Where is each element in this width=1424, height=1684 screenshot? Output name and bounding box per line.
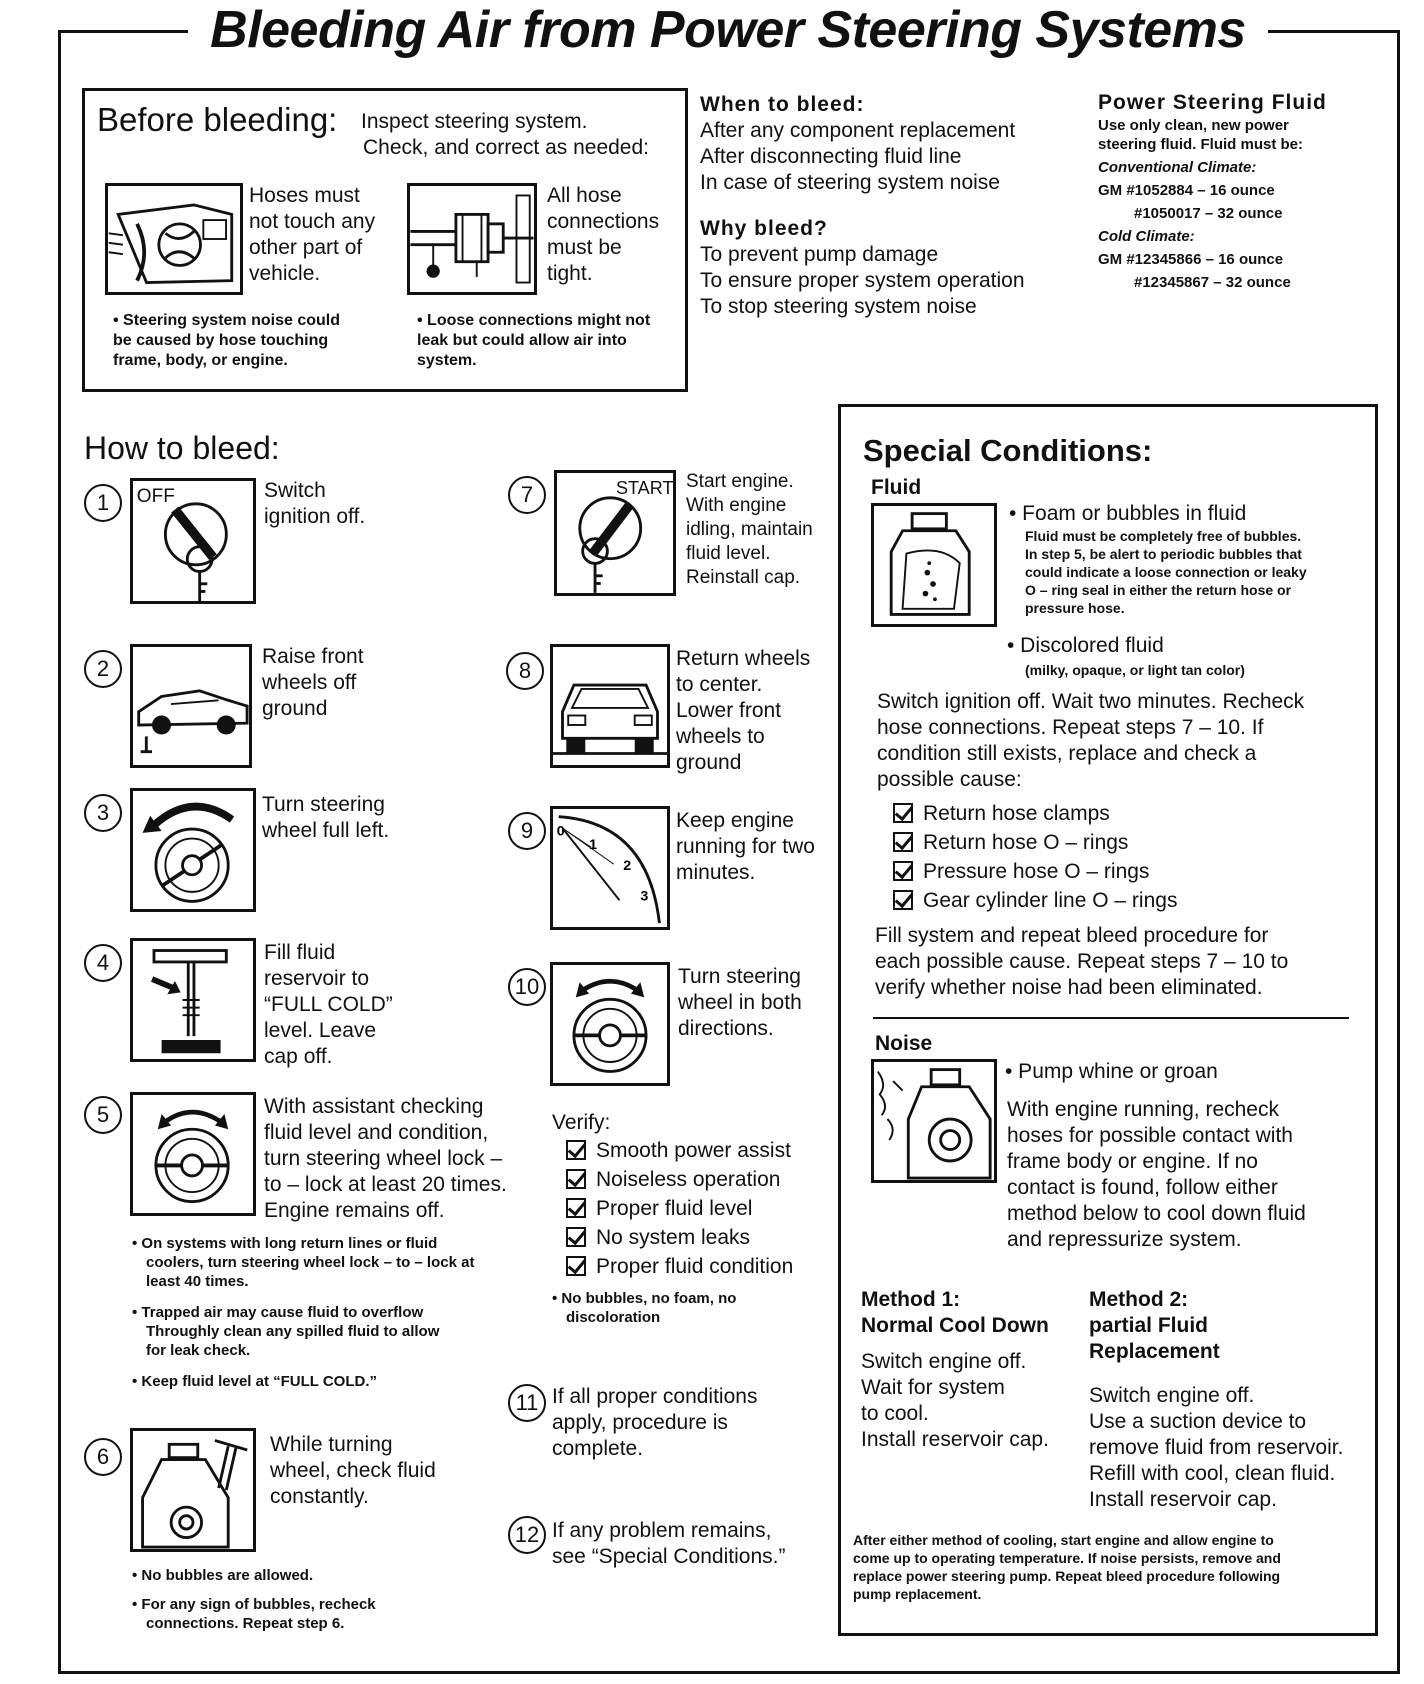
steering-wheel-lock-icon bbox=[130, 1092, 256, 1216]
step-5-line: Engine remains off. bbox=[264, 1199, 445, 1222]
checkbox-checked-icon bbox=[893, 861, 913, 881]
step-8-line: to center. bbox=[676, 673, 763, 696]
verify-note bbox=[552, 1289, 793, 1327]
cause-item-label: Gear cylinder line O – rings bbox=[923, 889, 1178, 912]
verify-item bbox=[552, 1165, 793, 1194]
step-3-line: wheel full left. bbox=[262, 819, 390, 842]
step-5-note-line: • Keep fluid level at “FULL COLD.” bbox=[132, 1373, 378, 1390]
raised-car-icon bbox=[130, 644, 252, 768]
step-8-line: wheels to bbox=[676, 725, 765, 748]
step-5-line: fluid level and condition, bbox=[264, 1121, 489, 1144]
connections-note-line: • Loose connections might not bbox=[417, 312, 651, 329]
step-4-line: “FULL COLD” bbox=[264, 993, 393, 1016]
verify-item-label: Smooth power assist bbox=[596, 1139, 791, 1162]
cold-part-1: GM #12345866 – 16 ounce bbox=[1098, 251, 1284, 268]
verify-item-label: No system leaks bbox=[596, 1226, 751, 1249]
why-heading: Why bleed? bbox=[700, 217, 828, 240]
step-9-number: 9 bbox=[508, 812, 546, 850]
connections-text-line: tight. bbox=[547, 262, 593, 285]
step-6-text bbox=[270, 1432, 436, 1510]
step-7-line: fluid level. bbox=[686, 543, 771, 564]
foam-note-line: could indicate a loose connection or leaky bbox=[1025, 564, 1307, 580]
hoses-text-line: vehicle. bbox=[249, 262, 321, 285]
pump-paragraph-line: hoses for possible contact with bbox=[1007, 1124, 1293, 1147]
verify-note-line: • No bubbles, no foam, no bbox=[552, 1290, 737, 1307]
method-2-title bbox=[1089, 1287, 1220, 1365]
pump-paragraph bbox=[1007, 1097, 1306, 1253]
cause-item-label: Return hose clamps bbox=[923, 802, 1110, 825]
step-2-number: 2 bbox=[84, 650, 122, 688]
step-7-line: idling, maintain bbox=[686, 519, 813, 540]
method-2-line: remove fluid from reservoir. bbox=[1089, 1436, 1344, 1459]
step-5-note-line: coolers, turn steering wheel lock – to – lock at bbox=[146, 1254, 475, 1271]
checkbox-checked-icon bbox=[566, 1169, 586, 1189]
step-8-text bbox=[676, 646, 810, 776]
step-11-line: apply, procedure is bbox=[552, 1411, 728, 1434]
fluid-spec-heading: Power Steering Fluid bbox=[1098, 91, 1327, 114]
hose-illustration-icon bbox=[105, 183, 243, 295]
step-8-number: 8 bbox=[506, 652, 544, 690]
title-wrap bbox=[188, 0, 1268, 62]
method-1-title-line: Normal Cool Down bbox=[861, 1314, 1049, 1337]
method-2-line: Install reservoir cap. bbox=[1089, 1488, 1277, 1511]
step-1-text bbox=[264, 478, 365, 530]
connections-text-line: connections bbox=[547, 210, 660, 233]
method-1-text bbox=[861, 1349, 1049, 1453]
step-5-line: to – lock at least 20 times. bbox=[264, 1173, 507, 1196]
special-heading: Special Conditions: bbox=[863, 433, 1153, 468]
step-4-line: cap off. bbox=[264, 1045, 333, 1068]
checkbox-checked-icon bbox=[893, 803, 913, 823]
step-5-note-line: least 40 times. bbox=[146, 1273, 249, 1290]
step-3-line: Turn steering bbox=[262, 793, 385, 816]
dial-mark-1: 1 bbox=[589, 837, 598, 853]
step-12-line: If any problem remains, bbox=[552, 1519, 772, 1542]
cause-item-label: Pressure hose O – rings bbox=[923, 860, 1150, 883]
when-to-bleed bbox=[700, 92, 1015, 196]
step-6-number: 6 bbox=[84, 1438, 122, 1476]
discolored-note: (milky, opaque, or light tan color) bbox=[1025, 662, 1245, 678]
when-heading: When to bleed: bbox=[700, 93, 865, 116]
fluid-heading: Fluid bbox=[871, 476, 922, 499]
step-9-line: minutes. bbox=[676, 861, 756, 884]
step-10-number: 10 bbox=[508, 968, 546, 1006]
hoses-text-line: other part of bbox=[249, 236, 363, 259]
final-note bbox=[853, 1531, 1281, 1603]
verify-section bbox=[552, 1110, 793, 1327]
step-8-line: ground bbox=[676, 751, 742, 774]
fluid-spec-line: Use only clean, new power bbox=[1098, 117, 1289, 134]
step-11-line: If all proper conditions bbox=[552, 1385, 758, 1408]
switch-paragraph-line: hose connections. Repeat steps 7 – 10. If bbox=[877, 716, 1264, 739]
step-12-text bbox=[552, 1518, 785, 1570]
cause-item bbox=[893, 799, 1177, 828]
connections-text-line: All hose bbox=[547, 184, 622, 207]
cold-part-2: #12345867 – 32 ounce bbox=[1134, 274, 1291, 291]
why-item: To prevent pump damage bbox=[700, 243, 939, 266]
method-1-line: Wait for system bbox=[861, 1376, 1005, 1399]
foam-note-line: Fluid must be completely free of bubbles. bbox=[1025, 528, 1302, 544]
when-item: After any component replacement bbox=[700, 119, 1016, 142]
step-10-line: wheel in both bbox=[678, 991, 802, 1014]
foam-note-line: pressure hose. bbox=[1025, 600, 1125, 616]
checkbox-checked-icon bbox=[566, 1198, 586, 1218]
foam-note-line: O – ring seal in either the return hose or bbox=[1025, 582, 1292, 598]
step-8-line: Return wheels bbox=[676, 647, 811, 670]
hoses-note-line: • Steering system noise could bbox=[113, 312, 340, 329]
connection-illustration-icon bbox=[407, 183, 537, 295]
step-2-line: ground bbox=[262, 697, 328, 720]
step-5-text bbox=[264, 1094, 507, 1224]
step-6-note-line: • For any sign of bubbles, recheck bbox=[132, 1596, 376, 1613]
method-2-line: Use a suction device to bbox=[1089, 1410, 1307, 1433]
hoses-text-line: Hoses must bbox=[249, 184, 360, 207]
hoses-note-line: be caused by hose touching bbox=[113, 332, 329, 349]
switch-paragraph-line: condition still exists, replace and check a bbox=[877, 742, 1257, 765]
verify-item bbox=[552, 1223, 793, 1252]
step-6-notes bbox=[132, 1566, 376, 1633]
steering-wheel-left-icon bbox=[130, 788, 256, 912]
why-bleed bbox=[700, 216, 1025, 320]
page-title: Bleeding Air from Power Steering Systems bbox=[210, 1, 1246, 59]
connections-text bbox=[547, 183, 659, 287]
steering-wheel-both-icon bbox=[550, 962, 670, 1086]
pump-paragraph-line: frame body or engine. If no bbox=[1007, 1150, 1258, 1173]
step-5-notes bbox=[132, 1234, 474, 1391]
step-4-line: level. Leave bbox=[264, 1019, 377, 1042]
verify-heading: Verify: bbox=[552, 1111, 611, 1134]
step-6-note-line: • No bubbles are allowed. bbox=[132, 1567, 314, 1584]
before-intro-1: Inspect steering system. bbox=[361, 110, 588, 133]
step-10-line: Turn steering bbox=[678, 965, 801, 988]
final-note-line: come up to operating temperature. If noise persists, remove and bbox=[853, 1550, 1281, 1566]
pump-paragraph-line: method below to cool down fluid bbox=[1007, 1202, 1306, 1225]
switch-paragraph bbox=[877, 689, 1304, 793]
checkbox-checked-icon bbox=[893, 832, 913, 852]
step-5-line: With assistant checking bbox=[264, 1095, 484, 1118]
step-9-line: running for two bbox=[676, 835, 815, 858]
section-divider bbox=[873, 1017, 1349, 1019]
fill-paragraph-line: each possible cause. Repeat steps 7 – 10 to bbox=[875, 950, 1289, 973]
step-8-line: Lower front bbox=[676, 699, 782, 722]
fill-reservoir-icon bbox=[130, 938, 256, 1062]
hoses-text-line: not touch any bbox=[249, 210, 376, 233]
method-2-line: Switch engine off. bbox=[1089, 1384, 1255, 1407]
pump-paragraph-line: contact is found, follow either bbox=[1007, 1176, 1278, 1199]
checkbox-checked-icon bbox=[566, 1227, 586, 1247]
foam-title: • Foam or bubbles in fluid bbox=[1009, 502, 1247, 525]
when-item: After disconnecting fluid line bbox=[700, 145, 962, 168]
step-4-text bbox=[264, 940, 393, 1070]
checkbox-checked-icon bbox=[566, 1140, 586, 1160]
switch-paragraph-line: possible cause: bbox=[877, 768, 1022, 791]
ignition-start-label: START bbox=[615, 478, 673, 499]
pump-paragraph-line: and repressurize system. bbox=[1007, 1228, 1242, 1251]
ignition-off-icon bbox=[130, 478, 256, 604]
step-1-line: Switch bbox=[264, 479, 326, 502]
connections-note-line: leak but could allow air into bbox=[417, 332, 627, 349]
check-fluid-icon bbox=[130, 1428, 256, 1552]
cause-item-label: Return hose O – rings bbox=[923, 831, 1129, 854]
method-1-line: Switch engine off. bbox=[861, 1350, 1027, 1373]
method-2-line: Refill with cool, clean fluid. bbox=[1089, 1462, 1336, 1485]
step-10-line: directions. bbox=[678, 1017, 774, 1040]
step-4-line: Fill fluid bbox=[264, 941, 336, 964]
step-4-number: 4 bbox=[84, 944, 122, 982]
method-2-title-line: partial Fluid bbox=[1089, 1314, 1209, 1337]
verify-item-label: Noiseless operation bbox=[596, 1168, 781, 1191]
step-2-text bbox=[262, 644, 364, 722]
fill-paragraph bbox=[875, 923, 1288, 1001]
step-6-line: wheel, check fluid bbox=[270, 1459, 436, 1482]
final-note-line: replace power steering pump. Repeat bleed procedure following bbox=[853, 1568, 1281, 1584]
fill-paragraph-line: Fill system and repeat bleed procedure for bbox=[875, 924, 1269, 947]
connections-note bbox=[417, 311, 650, 371]
step-7-text bbox=[686, 470, 813, 590]
step-12-number: 12 bbox=[508, 1516, 546, 1554]
dial-mark-3: 3 bbox=[640, 888, 649, 905]
verify-item-label: Proper fluid condition bbox=[596, 1255, 794, 1278]
before-intro-2: Check, and correct as needed: bbox=[363, 136, 650, 159]
foam-note bbox=[1025, 527, 1307, 617]
verify-item bbox=[552, 1194, 793, 1223]
step-4-line: reservoir to bbox=[264, 967, 370, 990]
step-3-text bbox=[262, 792, 389, 844]
ignition-start-icon bbox=[554, 470, 676, 596]
step-2-line: Raise front bbox=[262, 645, 364, 668]
checkbox-checked-icon bbox=[893, 890, 913, 910]
why-item: To ensure proper system operation bbox=[700, 269, 1025, 292]
step-6-note-line: connections. Repeat step 6. bbox=[146, 1615, 345, 1632]
cause-item bbox=[893, 857, 1177, 886]
verify-note-line: discoloration bbox=[566, 1309, 661, 1326]
before-heading: Before bleeding: bbox=[97, 101, 338, 138]
final-note-line: pump replacement. bbox=[853, 1586, 982, 1602]
why-item: To stop steering system noise bbox=[700, 295, 977, 318]
step-5-note-line: • On systems with long return lines or fluid bbox=[132, 1235, 438, 1252]
connections-note-line: system. bbox=[417, 352, 477, 369]
hoses-text bbox=[249, 183, 375, 287]
fill-paragraph-line: verify whether noise had been eliminated. bbox=[875, 976, 1263, 999]
step-5-line: turn steering wheel lock – bbox=[264, 1147, 503, 1170]
possible-causes bbox=[893, 799, 1177, 915]
timer-dial-icon bbox=[550, 806, 670, 930]
fluid-spec bbox=[1098, 90, 1388, 292]
verify-item bbox=[552, 1252, 793, 1281]
fluid-spec-line: steering fluid. Fluid must be: bbox=[1098, 136, 1304, 153]
discolored-title: • Discolored fluid bbox=[1007, 634, 1164, 657]
step-7-line: Start engine. bbox=[686, 471, 794, 492]
foam-note-line: In step 5, be alert to periodic bubbles that bbox=[1025, 546, 1302, 562]
car-front-icon bbox=[550, 644, 670, 768]
verify-item bbox=[552, 1136, 793, 1165]
final-note-line: After either method of cooling, start engine and allow engine to bbox=[853, 1532, 1274, 1548]
step-11-line: complete. bbox=[552, 1437, 644, 1460]
method-1-title-line: Method 1: bbox=[861, 1288, 961, 1311]
step-7-line: With engine bbox=[686, 495, 787, 516]
step-9-text bbox=[676, 808, 815, 886]
step-7-number: 7 bbox=[508, 476, 546, 514]
conventional-climate-label: Conventional Climate: bbox=[1098, 159, 1257, 176]
step-10-text bbox=[678, 964, 802, 1042]
dial-mark-0: 0 bbox=[556, 823, 565, 840]
cause-item bbox=[893, 886, 1177, 915]
step-9-line: Keep engine bbox=[676, 809, 794, 832]
step-2-line: wheels off bbox=[262, 671, 357, 694]
dial-mark-2: 2 bbox=[623, 857, 632, 874]
method-1-line: to cool. bbox=[861, 1402, 929, 1425]
step-1-line: ignition off. bbox=[264, 505, 366, 528]
step-11-text bbox=[552, 1384, 757, 1462]
method-2-text bbox=[1089, 1383, 1343, 1513]
step-7-line: Reinstall cap. bbox=[686, 567, 801, 588]
hoses-note bbox=[113, 311, 340, 371]
step-5-number: 5 bbox=[84, 1096, 122, 1134]
hoses-note-line: frame, body, or engine. bbox=[113, 352, 288, 369]
special-conditions-box bbox=[838, 404, 1378, 1636]
pump-paragraph-line: With engine running, recheck bbox=[1007, 1098, 1279, 1121]
step-5-note-line: for leak check. bbox=[146, 1342, 251, 1359]
cold-climate-label: Cold Climate: bbox=[1098, 228, 1195, 245]
conventional-part-1: GM #1052884 – 16 ounce bbox=[1098, 182, 1275, 199]
method-1-line: Install reservoir cap. bbox=[861, 1428, 1049, 1451]
checkbox-checked-icon bbox=[566, 1256, 586, 1276]
step-5-note-line: • Trapped air may cause fluid to overflow bbox=[132, 1304, 424, 1321]
pump-icon bbox=[871, 1059, 997, 1183]
cause-item bbox=[893, 828, 1177, 857]
step-1-number: 1 bbox=[84, 484, 122, 522]
verify-item-label: Proper fluid level bbox=[596, 1197, 753, 1220]
method-2-title-line: Replacement bbox=[1089, 1340, 1220, 1363]
fluid-bottle-icon bbox=[871, 503, 997, 627]
when-item: In case of steering system noise bbox=[700, 171, 1000, 194]
noise-heading: Noise bbox=[875, 1032, 933, 1055]
connections-text-line: must be bbox=[547, 236, 622, 259]
step-11-number: 11 bbox=[508, 1384, 546, 1422]
method-2-title-line: Method 2: bbox=[1089, 1288, 1189, 1311]
how-heading: How to bleed: bbox=[84, 430, 280, 466]
step-6-line: constantly. bbox=[270, 1485, 369, 1508]
method-1-title bbox=[861, 1287, 1049, 1339]
conventional-part-2: #1050017 – 32 ounce bbox=[1134, 205, 1283, 222]
ignition-off-label: OFF bbox=[136, 485, 175, 507]
step-5-note-line: Throughly clean any spilled fluid to allow bbox=[146, 1323, 440, 1340]
before-bleeding-box bbox=[82, 88, 688, 392]
pump-title: • Pump whine or groan bbox=[1005, 1060, 1218, 1083]
step-3-number: 3 bbox=[84, 794, 122, 832]
switch-paragraph-line: Switch ignition off. Wait two minutes. Recheck bbox=[877, 690, 1305, 713]
step-12-line: see “Special Conditions.” bbox=[552, 1545, 786, 1568]
step-6-line: While turning bbox=[270, 1433, 393, 1456]
